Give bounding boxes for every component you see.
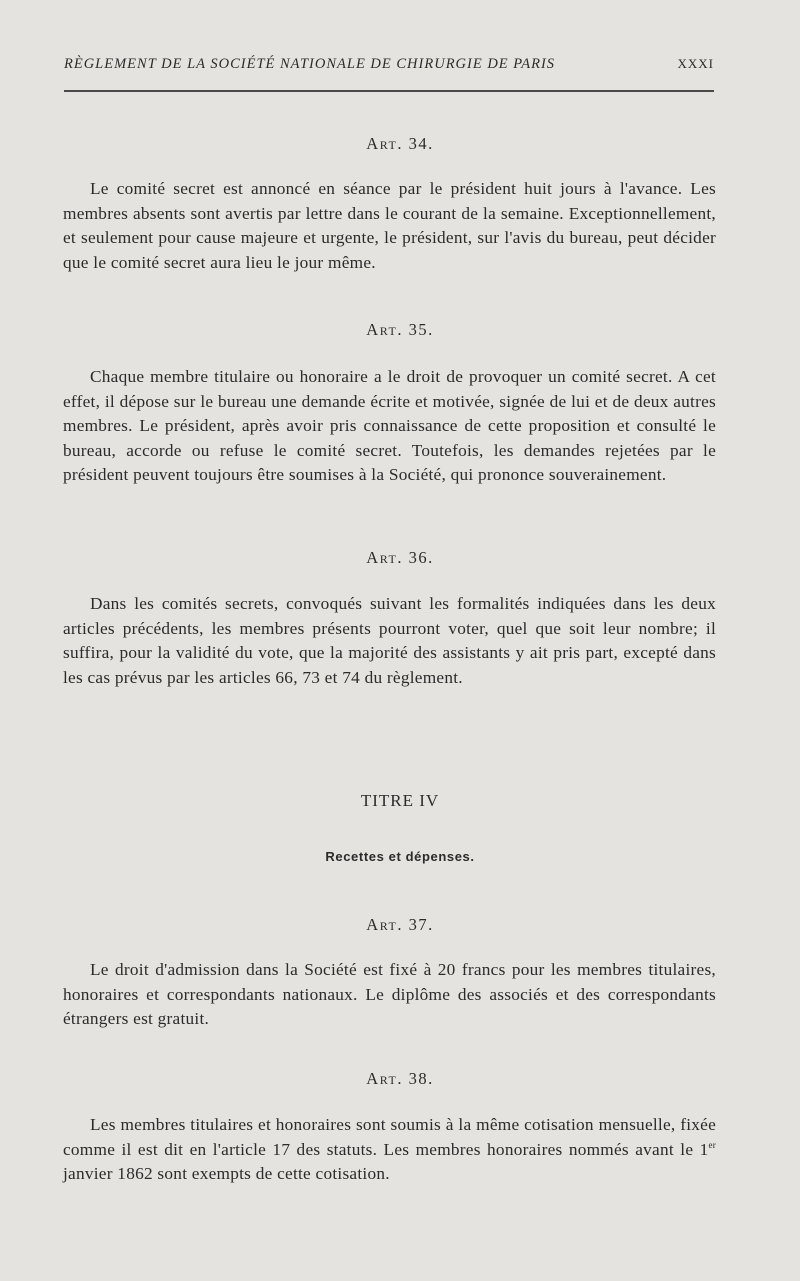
running-title: RÈGLEMENT DE LA SOCIÉTÉ NATIONALE DE CHIRURGIE DE PARIS xyxy=(64,56,556,72)
article-38-text xyxy=(63,1113,716,1187)
section-subtitle: Recettes et dépenses. xyxy=(325,849,475,864)
article-38-text-part1: Les membres titulaires et honoraires sont soumis à la même cotisation mensuelle, fixée comme il est dit en l'article 17 des statuts. Les membres honoraires nommés avant le 1 xyxy=(63,1115,716,1159)
ordinal-superscript: er xyxy=(708,1139,716,1150)
article-36-text: Dans les comités secrets, convoqués suivant les formalités indiquées dans les deux articles précédents, les membres présents pourront voter, quel que soit leur nombre; il suffira, pour la validité du vote, que la majorité des assistants y ait pris part, excepté dans les cas prévus par les articles 66, 73 et 74 du règlement. xyxy=(63,594,716,687)
article-35-heading: Art. 35. xyxy=(366,320,434,339)
running-header xyxy=(64,56,714,73)
article-38-text-part2: janvier 1862 sont exempts de cette cotisation. xyxy=(63,1164,390,1183)
header-rule xyxy=(64,90,714,92)
article-34-heading: Art. 34. xyxy=(366,134,434,153)
article-37-heading: Art. 37. xyxy=(366,915,434,934)
page-number: XXXI xyxy=(677,56,714,71)
article-37-text: Le droit d'admission dans la Société est fixé à 20 francs pour les membres titulaires, honoraires et correspondants nationaux. Le diplôme des associés et des correspondants étrangers est gratuit. xyxy=(63,960,716,1028)
article-35-text: Chaque membre titulaire ou honoraire a le droit de provoquer un comité secret. A cet effet, il dépose sur le bureau une demande écrite et motivée, signée de lui et de deux autres membres. Le président, après avoir pris connaissance de cette proposition et consulté le bureau, accorde ou refuse le comité secret. Toutefois, les demandes rejetées par le président peuvent toujours être soumises à la Société, qui prononce souverainement. xyxy=(63,367,716,484)
article-36-heading: Art. 36. xyxy=(366,548,434,567)
section-title: TITRE IV xyxy=(360,791,440,810)
article-38-heading: Art. 38. xyxy=(366,1069,434,1088)
article-34-text: Le comité secret est annoncé en séance par le président huit jours à l'avance. Les membres absents sont avertis par lettre dans le courant de la semaine. Exceptionnellement, et seulement pour cause majeure et urgente, le président, sur l'avis du bureau, peut décider que le comité secret aura lieu le jour même. xyxy=(63,179,716,272)
